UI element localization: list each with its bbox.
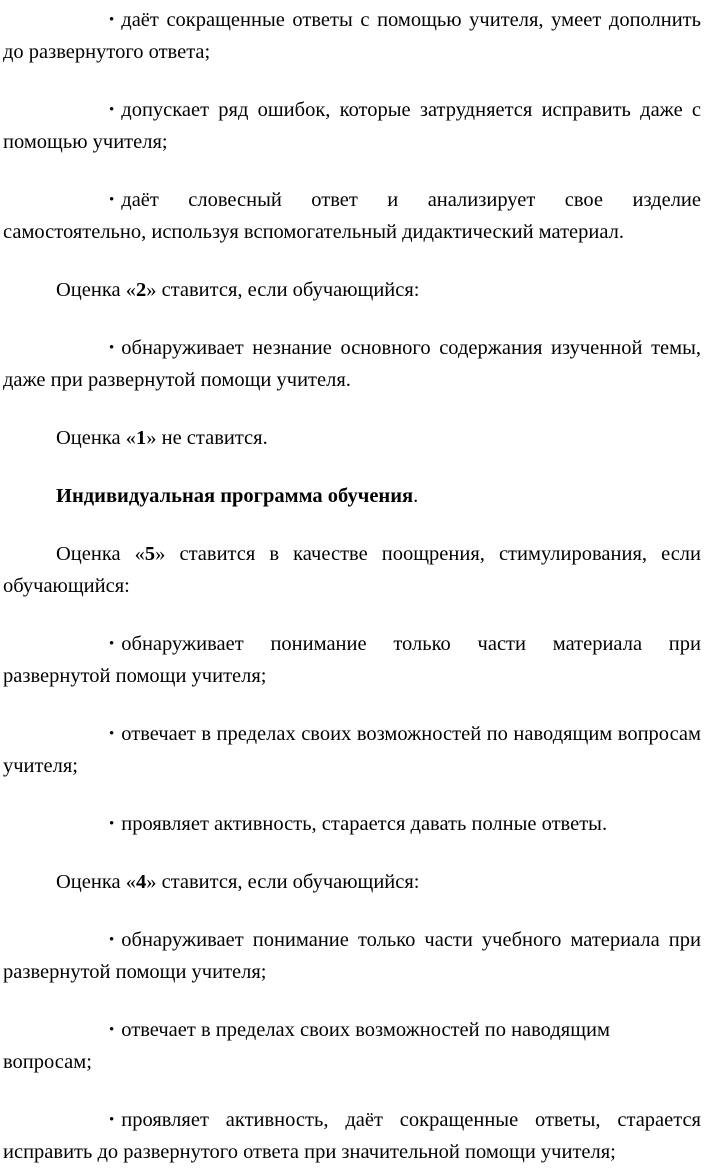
bullet-item: • обнаруживает незнание основного содержания изученной темы, даже при развернутой помощи учителя.: [3, 332, 701, 396]
grade-value: 5: [144, 543, 156, 565]
section-heading-period: .: [413, 485, 419, 507]
grade-suffix: » не ставится.: [146, 427, 268, 449]
grade-prefix: Оценка «: [56, 427, 136, 449]
grade-suffix: » ставится, если обучающийся:: [146, 279, 420, 301]
grade-prefix: Оценка «: [56, 279, 136, 301]
grade-prefix: Оценка «: [56, 543, 145, 565]
bullet-item: • даёт словесный ответ и анализирует свое изделие самостоятельно, используя вспомогательный дидактический материал.: [3, 184, 701, 248]
section-heading-text: Индивидуальная программа обучения: [56, 485, 414, 507]
grade-value: 2: [135, 279, 147, 301]
grade-statement: [3, 538, 701, 602]
grade-suffix: » ставится в качестве поощрения, стимулирования, если обучающийся:: [3, 543, 701, 597]
grade-statement: [3, 422, 701, 454]
grade-statement: [3, 866, 701, 898]
grade-prefix: Оценка «: [56, 871, 136, 893]
bullet-item: • отвечает в пределах своих возможностей по наводящим вопросам;: [3, 1014, 701, 1078]
bullet-item: • проявляет активность, даёт сокращенные ответы, старается исправить до развернутого ответа при значительной помощи учителя;: [3, 1104, 701, 1168]
section-heading: [3, 480, 701, 512]
grade-value: 4: [135, 871, 147, 893]
grade-suffix: » ставится, если обучающийся:: [146, 871, 420, 893]
bullet-item: • обнаруживает понимание только части материала при развернутой помощи учителя;: [3, 628, 701, 692]
bullet-item: • обнаруживает понимание только части учебного материала при развернутой помощи учителя;: [3, 924, 701, 988]
bullet-item: • отвечает в пределах своих возможностей по наводящим вопросам учителя;: [3, 718, 701, 782]
grade-value: 1: [135, 427, 147, 449]
grade-statement: [3, 274, 701, 306]
bullet-item: • допускает ряд ошибок, которые затрудняется исправить даже с помощью учителя;: [3, 94, 701, 158]
bullet-item: • проявляет активность, старается давать полные ответы.: [3, 808, 701, 840]
bullet-item: • даёт сокращенные ответы с помощью учителя, умеет дополнить до развернутого ответа;: [3, 4, 701, 68]
